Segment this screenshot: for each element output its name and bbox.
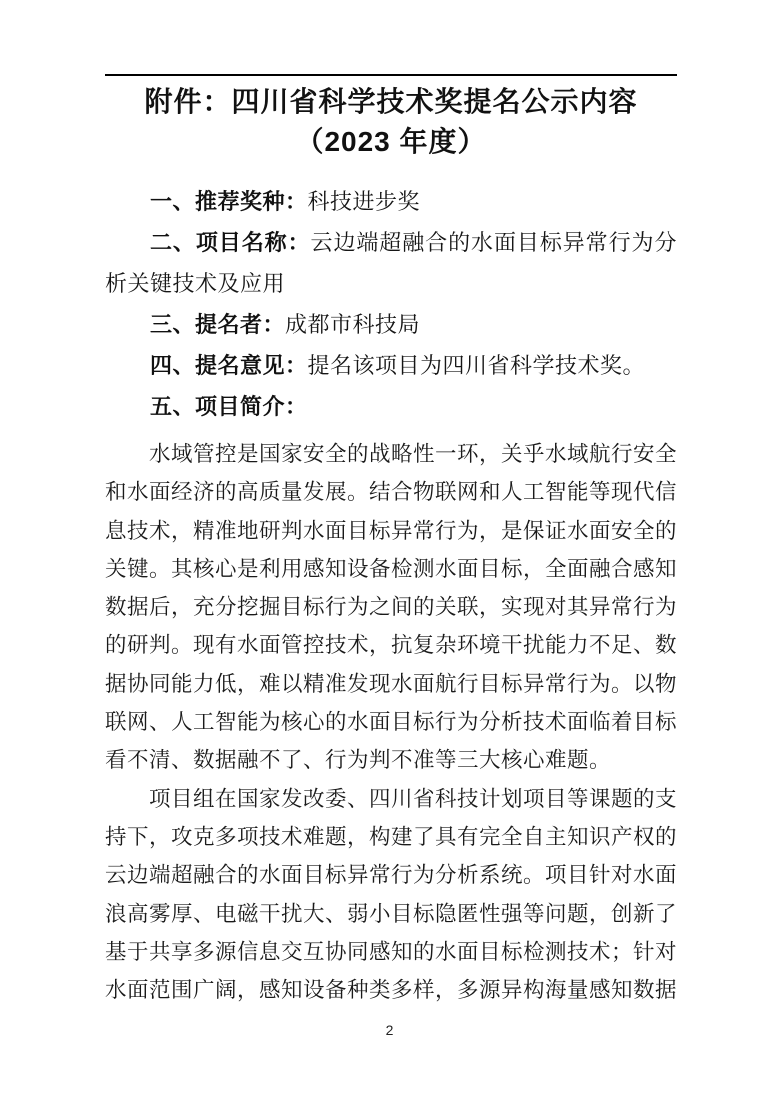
section-award-type [105,181,677,222]
section-project-intro-label: 五、项目简介： [150,394,308,419]
section-award-type-value: 科技进步奖 [307,189,421,214]
section-award-type-label: 一、推荐奖种： [150,189,308,214]
document-title [105,82,677,162]
intro-paragraph-1: 水域管控是国家安全的战略性一环，关乎水域航行安全和水面经济的高质量发展。结合物联网和人工智能等现代信息技术，精准地研判水面目标异常行为，是保证水面安全的关键。其核心是利用感知设备检测水面目标，全面融合感知数据后，充分挖掘目标行为之间的关联，实现对其异常行为的研判。现有水面管控技术，抗复杂环境干扰能力不足、数据协同能力低，难以精准发现水面航行目标异常行为。以物联网、人工智能为核心的水面目标行为分析技术面临着目标看不清、数据融不了、行为判不准等三大核心难题。 [105,442,678,773]
section-project-name [105,222,677,304]
page-number: 2 [385,1022,394,1038]
document-title-line-2: （2023 年度） [295,126,487,157]
section-project-name-label: 二、项目名称： [150,230,311,255]
intro-paragraph-2: 项目组在国家发改委、四川省科技计划项目等课题的支持下，攻克多项技术难题，构建了具有完全自主知识产权的云边端超融合的水面目标异常行为分析系统。项目针对水面浪高雾厚、电磁干扰大、弱小目标隐匿性强等问题，创新了基于共享多源信息交互协同感知的水面目标检测技术；针对水面范围广阔，感知设备种类多样，多源异构海量感知数据 [105,786,678,1003]
page-content [105,74,677,1009]
section-nomination-opinion [105,345,677,386]
section-nominator-label: 三、提名者： [150,312,286,337]
section-nomination-opinion-label: 四、提名意见： [150,353,308,378]
document-title-line-1: 附件：四川省科学技术奖提名公示内容 [144,86,638,117]
section-nominator-value: 成都市科技局 [285,312,421,337]
section-nominator [105,304,677,345]
section-project-intro [105,386,677,427]
section-nomination-opinion-value: 提名该项目为四川省科学技术奖。 [307,353,646,378]
attachment-divider-rule [105,74,677,76]
project-intro-body [105,435,677,1009]
nomination-sections [105,181,677,427]
section-project-name-value: 云边端超融合的水面目标异常行为分析关键技术及应用 [105,230,677,296]
